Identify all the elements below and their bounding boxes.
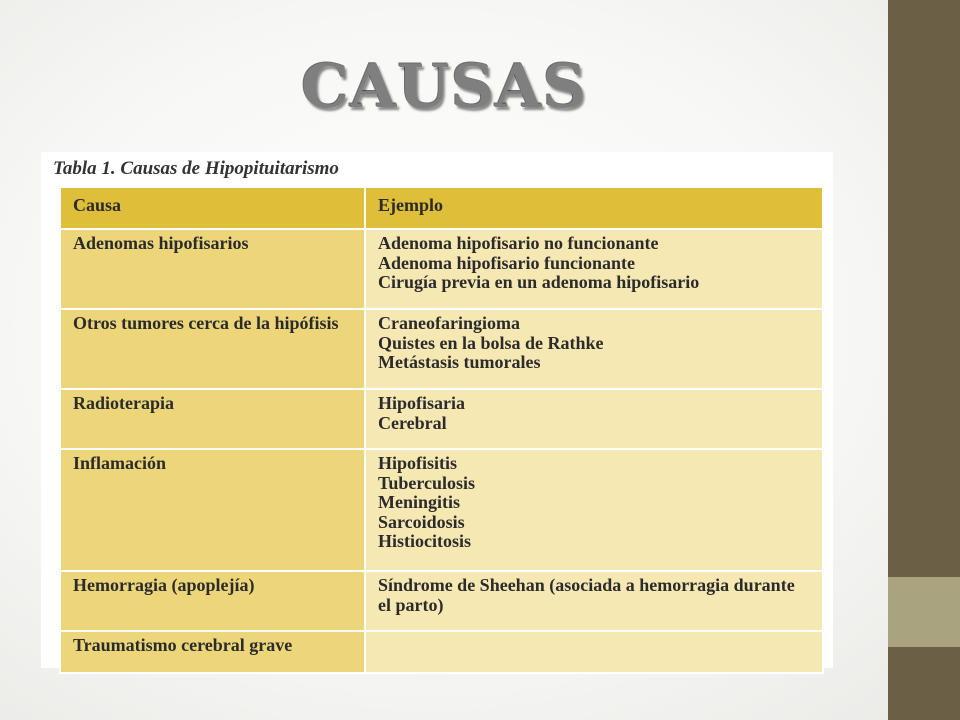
- example-item: Cirugía previa en un adenoma hipofisario: [378, 272, 700, 292]
- examples-cell: [365, 229, 823, 309]
- example-item: Meningitis: [378, 492, 461, 512]
- example-item: Síndrome de Sheehan (asociada a hemorragia durante el parto): [378, 575, 795, 615]
- examples-cell: [365, 309, 823, 389]
- examples-cell: [365, 571, 823, 631]
- table-body: [60, 229, 823, 673]
- examples-cell: [365, 389, 823, 449]
- example-item: Quistes en la bolsa de Rathke: [378, 332, 604, 353]
- slide-title: CAUSAS: [301, 52, 587, 122]
- example-item: Metástasis tumorales: [378, 352, 541, 372]
- cause-cell: Inflamación: [60, 449, 365, 571]
- table-header-row: [60, 187, 823, 229]
- header-ejemplo: Ejemplo: [365, 187, 823, 229]
- example-item: Histiocitosis: [378, 531, 471, 551]
- example-item: Tuberculosis: [378, 472, 476, 493]
- table-row: [60, 229, 823, 309]
- example-item: Hipofisaria: [378, 393, 466, 413]
- right-sidebar-accent: [888, 577, 960, 647]
- cause-cell: Hemorragia (apoplejía): [60, 571, 365, 631]
- cause-cell: Otros tumores cerca de la hipófisis: [60, 309, 365, 389]
- table-image-panel: [41, 152, 833, 668]
- example-item: Adenoma hipofisario funcionante: [378, 252, 636, 273]
- example-item: Sarcoidosis: [378, 511, 465, 532]
- table-row: [60, 571, 823, 631]
- table-caption: Tabla 1. Causas de Hipopituitarismo: [53, 158, 339, 179]
- examples-cell: [365, 449, 823, 571]
- example-item: Cerebral: [378, 412, 447, 433]
- cause-cell: Radioterapia: [60, 389, 365, 449]
- example-item: Craneofaringioma: [378, 313, 520, 333]
- example-item: Adenoma hipofisario no funcionante: [378, 233, 659, 253]
- table-row: [60, 309, 823, 389]
- examples-cell: [365, 631, 823, 673]
- causes-table: [59, 186, 824, 674]
- example-item: Hipofisitis: [378, 453, 458, 473]
- table-row: [60, 449, 823, 571]
- cause-cell: Traumatismo cerebral grave: [60, 631, 365, 673]
- table-row: [60, 389, 823, 449]
- cause-cell: Adenomas hipofisarios: [60, 229, 365, 309]
- table-row: [60, 631, 823, 673]
- header-causa: Causa: [60, 187, 365, 229]
